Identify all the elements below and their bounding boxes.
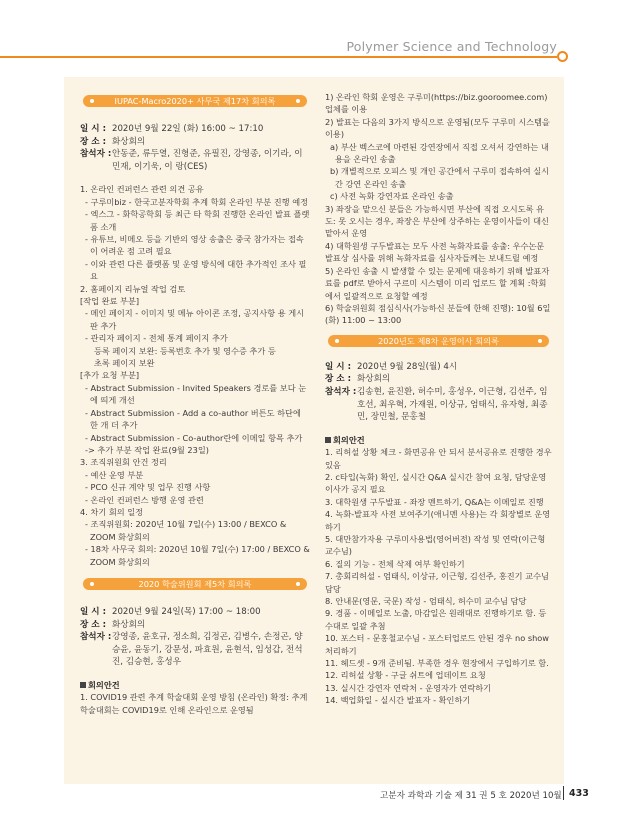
meeting2-attendees-row (80, 631, 310, 669)
meeting1-place-row (80, 136, 310, 149)
meeting3-agenda (325, 446, 552, 707)
minutes-line: 13. 실시간 강연자 연락처 - 운영자가 연락하기 (325, 682, 492, 693)
meeting3-place-row (325, 373, 552, 386)
meeting2-date: 2020년 9월 24일(목) 17:00 ~ 18:00 (112, 606, 261, 617)
minutes-line: [추가 요청 부분] (80, 370, 140, 381)
attendees-label: 참석자 : (80, 149, 112, 160)
attendees-label: 참석자 : (80, 632, 112, 643)
minutes-line: 14. 백업화일 - 실시간 발표자 - 확인하기 (325, 695, 471, 706)
minutes-line: 2) 발표는 다음의 3가지 방식으로 운영됨(모두 구루미 시스템을 이용) (325, 116, 550, 140)
minutes-line: 8. 안내문(영문, 국문) 작성 - 엄태식, 허수미 교수님 담당 (325, 595, 527, 606)
date-label: 일 시 : (325, 361, 352, 372)
page-number: 433 (569, 788, 589, 799)
minutes-line: 6) 학술위원회 점심식사(가능하신 분들에 한해 진행): 10월 6일(화) 11:00 ~ 13:00 (325, 302, 551, 326)
minutes-line: - 조직위원회: 2020년 10월 7일(수) 13:00 / BEXCO & ZOOM 화상회의 (85, 519, 287, 542)
meeting1-date-row (80, 123, 310, 136)
minutes-line: 3. 조직위원회 안건 정리 (80, 457, 167, 468)
header-rule-endpoint (557, 51, 568, 62)
minutes-line: 11. 헤드셋 - 9개 준비됨. 부족한 경우 현장에서 구입하기로 함. (325, 658, 549, 668)
meeting2-agenda-left (80, 691, 310, 716)
meeting3-attendees: 김송현, 윤진환, 허수미, 홍성우, 이근형, 김선주, 임호선, 최우혁, 가재원, 이상규, 엄태식, 유자형, 최종민, 장민철, 문홍철 (357, 386, 548, 423)
minutes-line: b) 개별적으로 오피스 및 개인 공간에서 구루미 접속하여 실시간 강연 온라인 송출 (330, 166, 550, 189)
minutes-line: - 구루미biz - 한국고분자학회 추계 학회 온라인 부분 진행 예정 (85, 196, 309, 207)
minutes-line: 9. 경품 - 이메일로 노출, 마감일은 원래대로 진행하기로 함. 등수대로 일괄 추첨 (325, 608, 547, 631)
minutes-line: - Abstract Submission - Add a co-author 버튼도 하단에 한 개 더 추가 (85, 407, 301, 431)
minutes-line: - 18차 사무국 회의: 2020년 10월 7일(수) 17:00 / BEXCO & ZOOM 화상회의 (85, 544, 310, 567)
minutes-line: - 온라인 컨퍼런스 방행 운영 관련 (85, 494, 204, 505)
meeting2-attendees: 강영종, 윤호규, 정소희, 김정곤, 김병수, 손정곤, 양승윤, 윤동기, 강문성, 파효원, 윤현석, 임성갑, 전석진, 김승현, 홍성우 (112, 632, 303, 668)
meeting1-place: 화상회의 (112, 136, 146, 147)
square-bullet-icon (80, 682, 86, 688)
place-label: 장 소 : (325, 374, 352, 385)
minutes-line: - 유튜브, 비메오 등을 기반의 영상 송출은 중국 참가자는 접속이 어려운 점 고려 필요 (85, 234, 304, 257)
minutes-line: 3) 좌장을 맡으신 분들은 가능하시면 부산에 직접 오시도록 유도: 못 오시는 경우, 좌장은 부산에 상주하는 운영이사들이 대신 맡아서 운영 (325, 203, 549, 239)
minutes-line: - 엑스그 - 화학공학회 등 최근 타 학회 진행한 온라인 발표 플랫폼 소개 (85, 209, 310, 232)
meeting1-minutes (80, 183, 310, 568)
minutes-line: - Abstract Submission - Invited Speakers 경로를 보다 눈에 띄게 개선 (85, 382, 307, 406)
place-label: 장 소 : (80, 619, 107, 630)
minutes-line: 등록 페이지 보완: 등록번호 추가 및 영수증 추가 등 (94, 345, 276, 356)
minutes-line: - 이와 관련 다른 플랫폼 및 운영 방식에 대한 추가적인 조사 필요 (85, 258, 307, 282)
minutes-line: 4. 차기 회의 일정 (80, 506, 144, 517)
minutes-line: 10. 포스터 - 문홍철교수님 - 포스터업로드 안된 경우 no show 처리하기 (325, 633, 549, 656)
minutes-line: 2. 홈페이지 리뉴얼 작업 검토 (80, 283, 186, 294)
minutes-line: 1. 온라인 컨퍼런스 관련 의견 공유 (80, 184, 204, 195)
meeting1-attendees: 안동준, 류두열, 진형준, 유필진, 강영종, 이기라, 이민재, 이기욱, 이 랑(CES) (112, 149, 303, 172)
meeting1-attendees-row (80, 148, 310, 173)
minutes-line: - 메인 페이지 - 이미지 및 메뉴 아이콘 조정, 공지사항 용 게시판 추가 (85, 308, 305, 331)
meeting1-banner: IUPAC-Macro2020+ 사무국 제17차 회의록 (83, 95, 307, 107)
minutes-line: 1. 리허설 상황 체크 - 화면공유 안 되서 분서공유로 진행한 경우 있음 (325, 447, 552, 470)
meeting2-place-row (80, 619, 310, 632)
minutes-line: 4. 녹화-발표자 사전 보여주기(애니멘 사용)는 각 회장별로 운영하기 (325, 509, 551, 532)
minutes-line: 1. COVID19 관련 추계 학술대회 운영 방침 (온라인) 확정: 추계 학술대회는 COVID19로 인해 온라인으로 운영됨 (80, 692, 308, 715)
meeting2-date-row (80, 606, 310, 619)
minutes-line: [작업 완료 부분] (80, 296, 140, 307)
meeting3-section-heading (325, 434, 552, 446)
meeting1-date: 2020년 9월 22일 (화) 16:00 ~ 17:10 (112, 124, 264, 134)
meeting2-section-heading (80, 679, 310, 691)
minutes-line: 3. 대학원생 구두발표 - 좌장 멘트하기, Q&A는 이메일로 진행 (325, 496, 544, 507)
meeting3-date-row (325, 361, 552, 374)
meeting3-place: 화상회의 (357, 374, 391, 385)
date-label: 일 시 : (80, 124, 107, 134)
minutes-line: - PCO 신규 계약 및 업무 진행 사항 (85, 482, 211, 493)
minutes-line: 12. 리허설 상황 - 구글 쉬트에 업데이트 요청 (325, 670, 486, 681)
section-label: 회의안건 (88, 679, 120, 690)
header-title: Polymer Science and Technology (346, 39, 557, 54)
minutes-line: 7. 총회리허설 - 엄태식, 이상규, 이근형, 김선주, 홍진기 교수님 담당 (325, 571, 549, 594)
minutes-line: 4) 대학원생 구두발표는 모두 사전 녹화자료를 송출: 우수논문발표상 심사를 위해 녹화자료를 심사자들께는 보내드릴 예정 (325, 240, 545, 264)
place-label: 장 소 : (80, 136, 107, 147)
meeting3-date: 2020년 9월 28일(월) 4시 (357, 361, 458, 372)
date-label: 일 시 : (80, 606, 107, 617)
left-column (80, 95, 310, 716)
minutes-line: 6. 질의 기능 - 전체 삭제 여부 확인하기 (325, 558, 465, 569)
minutes-line: - 예산 운영 부분 (85, 469, 144, 480)
meeting2-place: 화상회의 (112, 619, 146, 630)
header-rule (0, 56, 557, 58)
minutes-line: 1) 온라인 학회 운영은 구루미(https://biz.gooroomee.com) 업체를 이용 (325, 92, 548, 115)
footer-divider (563, 786, 564, 800)
minutes-line: 5. 대만참가자용 구루미사용법(영어버전) 작성 및 연락(이근형 교수님) (325, 533, 546, 557)
square-bullet-icon (325, 437, 331, 443)
meeting3-attendees-row (325, 386, 552, 424)
minutes-line: - 관리자 페이지 - 전체 통계 페이지 추가 (85, 333, 228, 344)
minutes-line: -> 추가 부분 작업 완료(9월 23일) (85, 444, 209, 455)
meeting2-agenda-right (325, 91, 552, 327)
minutes-line: c) 사전 녹화 강연자료 온라인 송출 (330, 191, 454, 202)
section-label: 회의안건 (333, 434, 365, 445)
content-panel (64, 77, 564, 784)
attendees-label: 참석자 : (325, 386, 357, 397)
meeting2-banner: 2020 학술위원회 제5차 회의록 (83, 578, 307, 590)
right-column (325, 91, 552, 707)
minutes-line: a) 부산 벡스코에 마련된 강연장에서 직접 오셔서 강연하는 내용을 온라인 송출 (330, 141, 549, 165)
minutes-line: - Abstract Submission - Co-author란에 이메일 항목 추가 (85, 432, 303, 443)
minutes-line: 초록 페이지 보완 (94, 358, 155, 369)
minutes-line: 2. c타입(녹화) 확인, 실시간 Q&A 실시간 참여 요청, 담당운영이사가 공지 필요 (325, 471, 547, 495)
minutes-line: 5) 온라인 송출 시 발생할 수 있는 문제에 대응하기 위해 발표자료를 pdf로 받아서 구르미 시스템이 미리 업로드 할 계획 :학회에서 일괄적으로 요청할 예정 (325, 265, 550, 301)
footer-journal: 고분자 과학과 기술 제 31 권 5 호 2020년 10월 (380, 791, 562, 801)
meeting3-banner: 2020년도 제8차 운영이사 회의록 (328, 335, 549, 347)
